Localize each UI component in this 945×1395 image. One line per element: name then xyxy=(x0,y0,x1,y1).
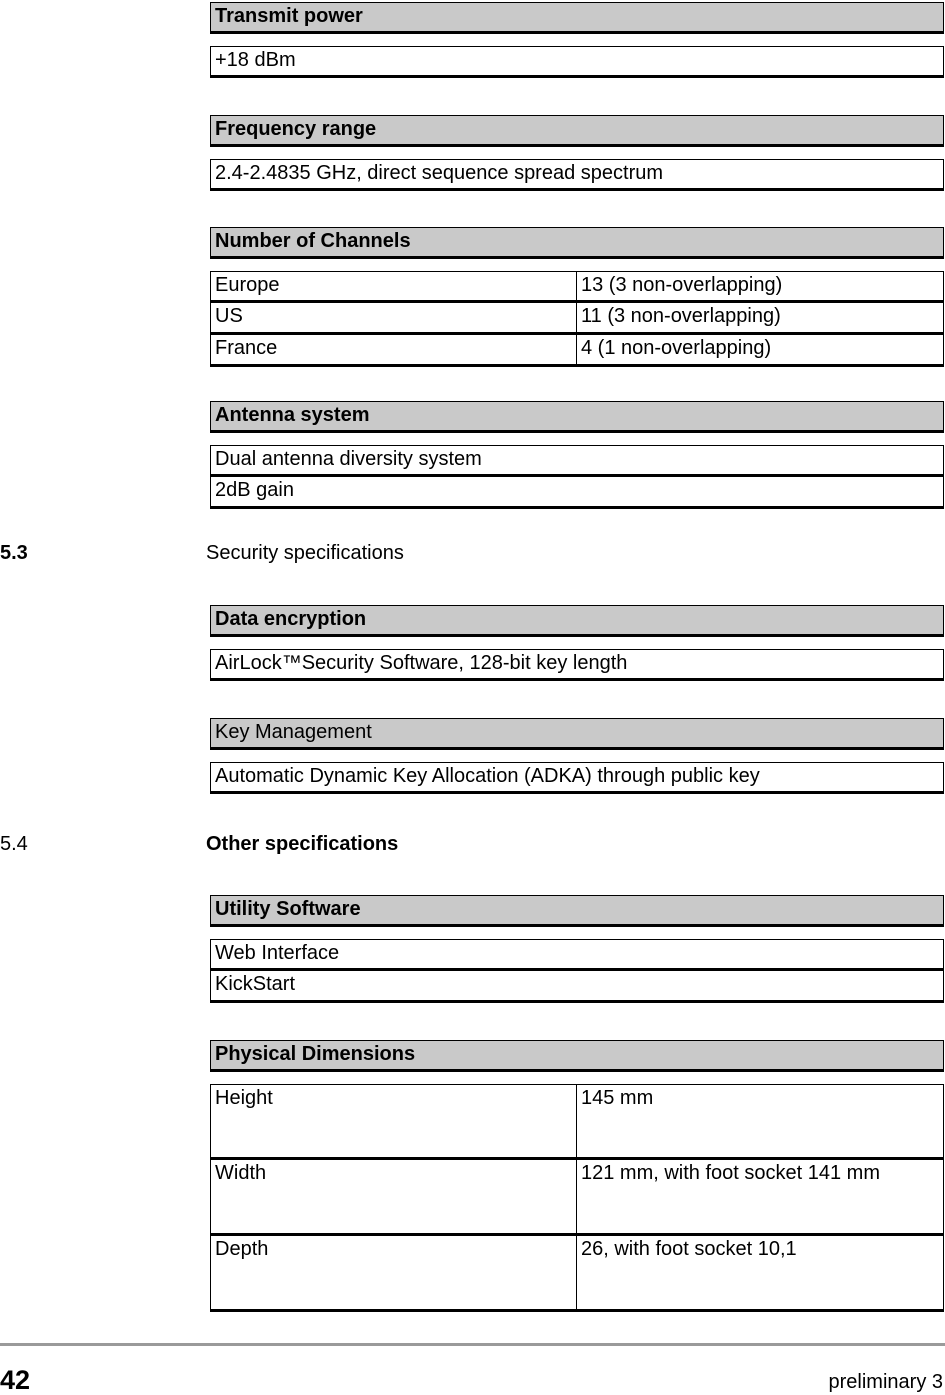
section-number: 5.4 xyxy=(0,833,28,855)
table-row xyxy=(211,303,943,335)
table-header: Physical Dimensions xyxy=(210,1040,944,1072)
table-header: Antenna system xyxy=(210,401,944,433)
table-cell: 121 mm, with foot socket 141 mm xyxy=(581,1162,881,1184)
table-cell: AirLock™Security Software, 128-bit key length xyxy=(215,652,628,674)
table-cell: 26, with foot socket 10,1 xyxy=(581,1238,797,1260)
table-header: Key Management xyxy=(210,718,944,750)
table-cell: +18 dBm xyxy=(215,49,296,71)
table-header: Data encryption xyxy=(210,605,944,637)
table-cell: Dual antenna diversity system xyxy=(215,448,482,470)
table-row xyxy=(211,477,943,509)
table-row xyxy=(211,649,943,681)
transmit-power-table xyxy=(210,2,944,78)
table-row xyxy=(211,271,943,303)
table-row xyxy=(211,46,943,78)
table-cell: Depth xyxy=(211,1236,577,1309)
table-header: Transmit power xyxy=(210,2,944,34)
table-row xyxy=(211,971,943,1003)
table-row xyxy=(211,1084,943,1160)
table-row xyxy=(211,1160,943,1236)
table-row xyxy=(211,939,943,971)
table-cell: Europe xyxy=(211,272,577,300)
table-cell: KickStart xyxy=(215,973,296,995)
table-cell: France xyxy=(211,335,577,364)
table-header: Utility Software xyxy=(210,895,944,927)
table-header: Number of Channels xyxy=(210,227,944,259)
table-cell: 13 (3 non-overlapping) xyxy=(581,274,783,296)
table-row xyxy=(211,335,943,367)
footer-divider xyxy=(0,1343,945,1346)
table-cell: US xyxy=(211,303,577,332)
table-row xyxy=(211,762,943,794)
section-title: Other specifications xyxy=(206,833,399,855)
section-number: 5.3 xyxy=(0,542,28,564)
table-cell: Height xyxy=(211,1085,577,1157)
table-row xyxy=(211,159,943,191)
table-cell: 4 (1 non-overlapping) xyxy=(581,337,772,359)
table-row xyxy=(211,445,943,477)
table-header: Frequency range xyxy=(210,115,944,147)
table-cell: 11 (3 non-overlapping) xyxy=(581,305,781,327)
antenna-table xyxy=(210,401,944,509)
table-cell: Web Interface xyxy=(215,942,340,964)
table-cell: 145 mm xyxy=(581,1087,654,1109)
footer-note: preliminary 3 xyxy=(828,1371,943,1393)
data-encryption-table xyxy=(210,605,944,681)
section-title: Security specifications xyxy=(206,542,404,564)
table-cell: Automatic Dynamic Key Allocation (ADKA) through public key xyxy=(215,765,760,787)
channels-table xyxy=(210,227,944,367)
table-cell: 2.4-2.4835 GHz, direct sequence spread spectrum xyxy=(215,162,664,184)
physical-dimensions-table xyxy=(210,1040,944,1312)
table-cell: Width xyxy=(211,1160,577,1233)
table-row xyxy=(211,1236,943,1312)
page-number: 42 xyxy=(0,1365,31,1395)
frequency-range-table xyxy=(210,115,944,191)
key-management-table xyxy=(210,718,944,794)
table-cell: 2dB gain xyxy=(215,479,294,501)
utility-software-table xyxy=(210,895,944,1003)
